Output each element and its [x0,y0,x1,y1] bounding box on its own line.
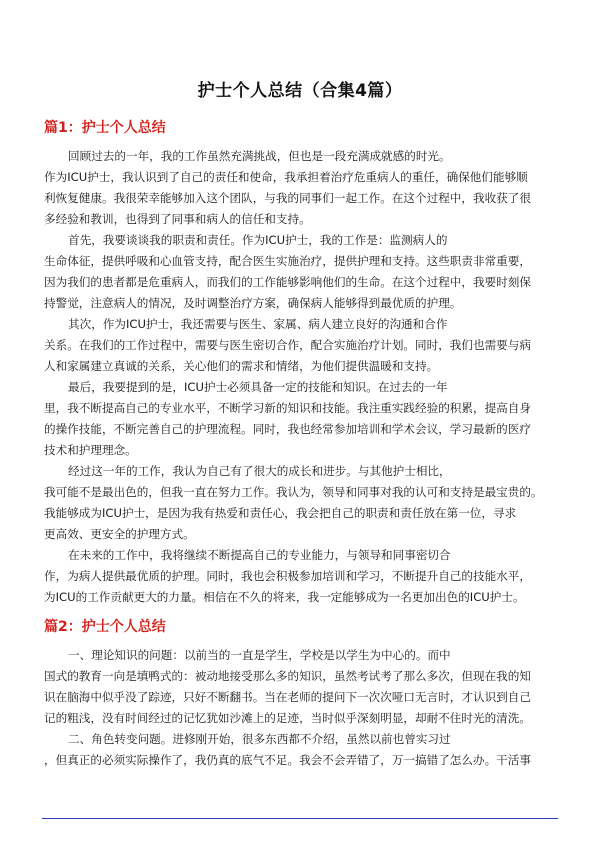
paragraph-line: 其次，作为ICU护士，我还需要与医生、家属、病人建立良好的沟通和合作 [68,317,448,331]
paragraph-line: 多经验和教训，也得到了同事和病人的信任和支持。 [44,212,311,226]
paragraph-line: ，但真正的必须实际操作了，我仍真的底气不足。我会不会弄错了，万一搞错了怎么办。干活事 [44,753,531,767]
footer-divider [42,818,558,819]
paragraph [44,545,554,608]
paragraph [44,729,554,771]
paragraph-line: 在未来的工作中，我将继续不断提高自己的专业能力，与领导和同事密切合 [68,548,451,562]
paragraph-line: 我能够成为ICU护士，是因为我有热爱和责任心，我会把自己的职责和责任放在第一位，寻求 [44,506,517,520]
paragraph [44,146,554,230]
paragraph-line: 里，我不断提高自己的专业水平，不断学习新的知识和技能。我注重实践经验的积累，提高自身 [44,401,531,415]
paragraph [44,461,554,545]
page-title: 护士个人总结（合集4篇） [197,81,403,101]
paragraph-line: 为ICU的工作贡献更大的力量。相信在不久的将来，我一定能够成为一名更加出色的ICU护士。 [44,590,525,604]
paragraph-line: 最后，我要提到的是，ICU护士必须具备一定的技能和知识。在过去的一年 [68,380,448,394]
paragraph-line: 作为ICU护士，我认识到了自己的责任和使命，我承担着治疗危重病人的重任，确保他们能够顺 [44,170,528,184]
paragraph-line: 回顾过去的一年，我的工作虽然充满挑战，但也是一段充满成就感的时光。 [68,149,451,163]
paragraph-line: 的操作技能，不断完善自己的护理流程。同时，我也经常参加培训和学术会议，学习最新的医疗 [44,422,531,436]
paragraph-line: 关系。在我们的工作过程中，需要与医生密切合作，配合实施治疗计划。同时，我们也需要与病 [44,338,531,352]
paragraph [44,230,554,314]
paragraph-line: 识在脑海中似乎没了踪迹，只好不断翻书。当在老师的提问下一次次哑口无言时，才认识到自己 [44,690,531,704]
paragraph [44,314,554,377]
paragraph-line: 利恢复健康。我很荣幸能够加入这个团队，与我的同事们一起工作。在这个过程中，我收获了很 [44,191,531,205]
paragraph-line: 更高效、更安全的护理方式。 [44,527,195,541]
section-heading-1: 篇1：护士个人总结 [44,120,166,136]
paragraph-line: 持警觉，注意病人的情况，及时调整治疗方案，确保病人能够得到最优质的护理。 [44,296,462,310]
paragraph-line: 作，为病人提供最优质的护理。同时，我也会积极参加培训和学习，不断提升自己的技能水平， [44,569,531,583]
paragraph-line: 经过这一年的工作，我认为自己有了很大的成长和进步。与其他护士相比， [68,464,451,478]
paragraph-line: 生命体征，提供呼吸和心血管支持，配合医生实施治疗，提供护理和支持。这些职责非常重要， [44,254,531,268]
paragraph-line: 记的粗浅，没有时间经过的记忆犹如沙滩上的足迹，当时似乎深刻明显，却耐不住时光的清洗。 [44,711,531,725]
section-heading-2: 篇2：护士个人总结 [44,619,166,635]
paragraph-line: 二、角色转变问题。进修刚开始，很多东西都不介绍，虽然以前也曾实习过 [68,732,451,746]
paragraph-line: 我可能不是最出色的，但我一直在努力工作。我认为，领导和同事对我的认可和支持是最宝贵的。 [44,485,543,499]
paragraph-line: 一、理论知识的问题：以前当的一直是学生，学校是以学生为中心的。而中 [68,648,451,662]
paragraph-line: 首先，我要谈谈我的职责和责任。作为ICU护士，我的工作是：监测病人的 [68,233,448,247]
paragraph-line: 因为我们的患者都是危重病人，而我们的工作能够影响他们的生命。在这个过程中，我要时刻保 [44,275,531,289]
paragraph-line: 技术和护理理念。 [44,443,137,457]
paragraph-line: 人和家属建立真诚的关系，关心他们的需求和情绪，为他们提供温暖和支持。 [44,359,439,373]
paragraph-line: 国式的教育一向是填鸭式的：被动地接受那么多的知识，虽然考试考了那么多次，但现在我的知 [44,669,531,683]
paragraph [44,645,554,729]
paragraph [44,377,554,461]
